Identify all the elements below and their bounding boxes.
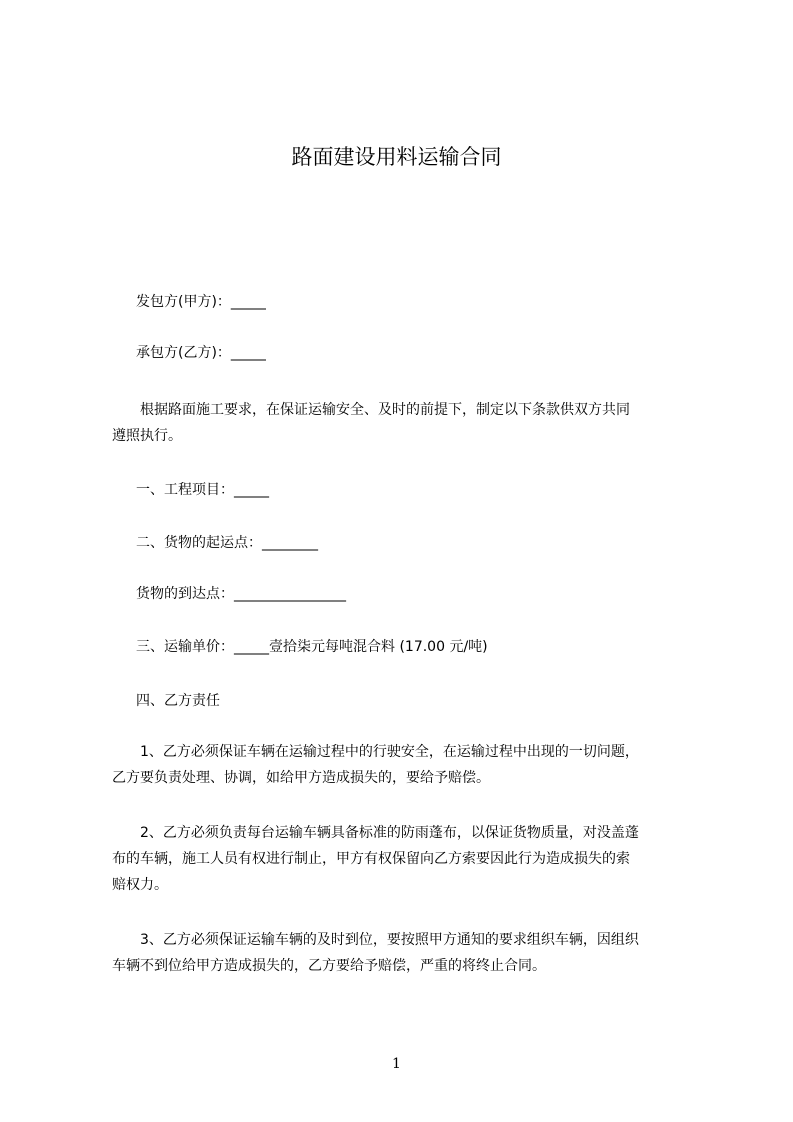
duty-3-line-1: 3、乙方必须保证运输车辆的及时到位，要按照甲方通知的要求组织车辆，因组织 [140, 932, 639, 948]
intro-paragraph-line-2: 遵照执行。 [112, 428, 182, 444]
duty-1-line-2: 乙方要负责处理、协调，如给甲方造成损失的，要给予赔偿。 [112, 770, 490, 786]
clause-party-b-duties-heading: 四、乙方责任 [136, 693, 220, 709]
document-title: 路面建设用料运输合同 [291, 145, 502, 169]
duty-2-line-2: 布的车辆，施工人员有权进行制止，甲方有权保留向乙方索要因此行为造成损失的索 [112, 851, 630, 867]
intro-paragraph-line-1: 根据路面施工要求，在保证运输安全、及时的前提下，制定以下条款供双方共同 [140, 402, 630, 418]
duty-1-line-1: 1、乙方必须保证车辆在运输过程中的行驶安全，在运输过程中出现的一切问题， [140, 744, 639, 760]
party-b-line: 承包方(乙方)：_____ [136, 345, 266, 361]
clause-destination: 货物的到达点：________________ [136, 586, 346, 602]
duty-2-line-1: 2、乙方必须负责每台运输车辆具备标准的防雨蓬布，以保证货物质量，对没盖蓬 [140, 825, 639, 841]
page-number: 1 [392, 1056, 401, 1072]
duty-2-line-3: 赔权力。 [112, 877, 168, 893]
clause-unit-price: 三、运输单价：_____壹拾柒元每吨混合料 (17.00 元/吨) [136, 639, 488, 655]
duty-3-line-2: 车辆不到位给甲方造成损失的，乙方要给予赔偿，严重的将终止合同。 [112, 958, 546, 974]
clause-origin: 二、货物的起运点：________ [136, 535, 318, 551]
clause-project: 一、工程项目：_____ [136, 482, 269, 498]
party-a-line: 发包方(甲方)：_____ [136, 294, 266, 310]
